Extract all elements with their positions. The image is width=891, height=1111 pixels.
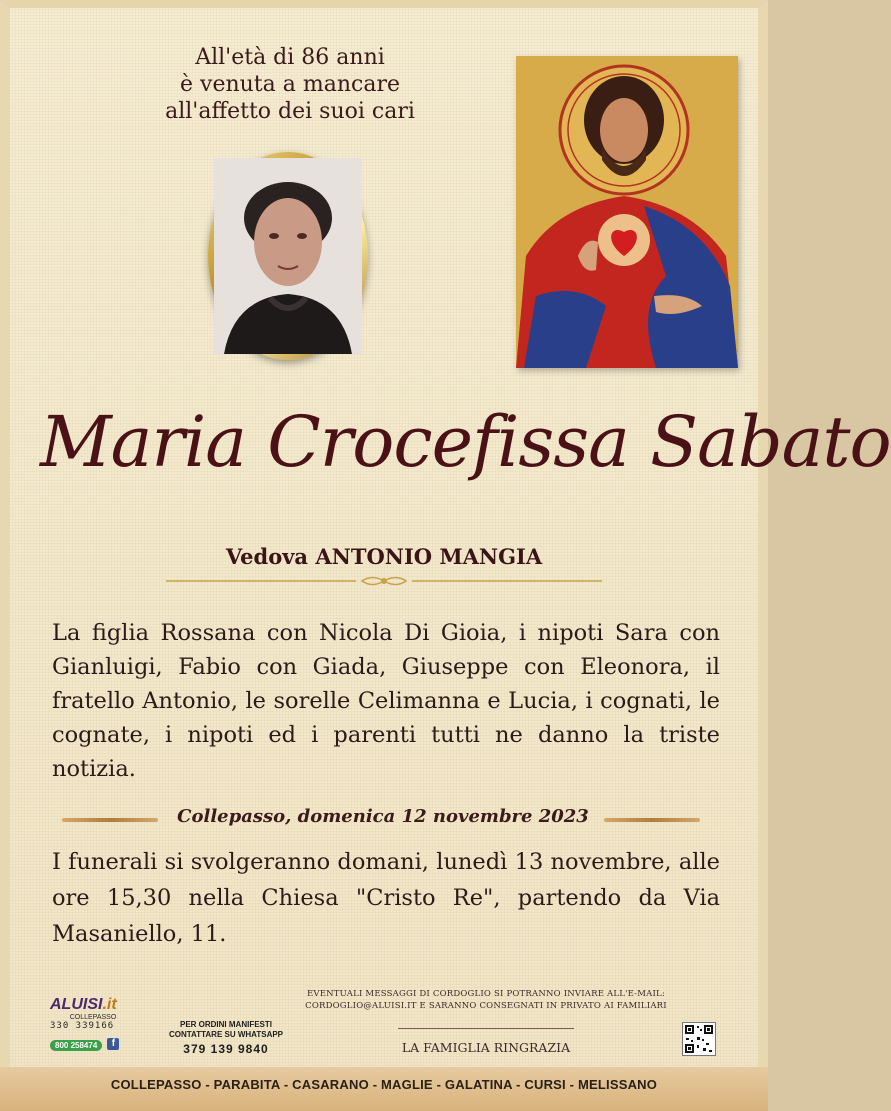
logo-town: COLLEPASSO — [69, 1014, 117, 1021]
logo-contacts — [50, 1033, 146, 1052]
towns-bar — [0, 1067, 768, 1111]
widow-of: Vedova ANTONIO MANGIA — [225, 544, 543, 569]
footer-divider — [398, 1028, 574, 1029]
intro-line-1: All'età di 86 anni — [195, 45, 385, 70]
footer — [0, 978, 768, 1066]
logo-phone: 330 339166 — [50, 1021, 115, 1031]
company-logo — [50, 996, 146, 1052]
orders-line-2: CONTATTARE SU WHATSAPP — [168, 1030, 284, 1039]
condolence-info — [296, 988, 676, 1012]
family-thanks: LA FAMIGLIA RINGRAZIA — [401, 1040, 571, 1055]
portrait-image — [214, 158, 362, 354]
dateline-rule-left — [62, 818, 158, 822]
condolence-line-2: CORDOGLIO@ALUISI.IT E SARANNO CONSEGNATI IN PRIVATO AI FAMILIARI — [305, 1001, 667, 1011]
deceased-portrait — [214, 158, 362, 354]
funeral-text: I funerali si svolgeranno domani, lunedì 13 novembre, alle ore 15,30 nella Chiesa "Cristo Re", partendo da Via Masaniello, 11. — [52, 849, 720, 947]
whatsapp-number: 379 139 9840 — [183, 1042, 269, 1056]
condolence-line-1: EVENTUALI MESSAGGI DI CORDOGLIO SI POTRANNO INVIARE ALL'E-MAIL: — [307, 989, 665, 999]
logo-brand-name: ALUISI — [50, 996, 103, 1013]
logo-brand-suffix: .it — [102, 996, 117, 1013]
facebook-icon[interactable]: f — [107, 1038, 119, 1050]
logo-brand — [50, 996, 146, 1014]
dateline-rule-right — [604, 818, 700, 822]
dateline: Collepasso, domenica 12 novembre 2023 — [177, 806, 589, 827]
intro-line-3: all'affetto dei suoi cari — [165, 99, 415, 124]
qr-code-icon[interactable] — [682, 1022, 716, 1056]
deceased-portrait-frame — [208, 152, 368, 360]
sacred-heart-icon — [516, 56, 738, 368]
towns-list: COLLEPASSO - PARABITA - CASARANO - MAGLIE - GALATINA - CURSI - MELISSANO — [110, 1077, 658, 1092]
intro-text — [120, 44, 460, 125]
green-number: 800 258474 — [50, 1040, 102, 1051]
intro-line-2: è venuta a mancare — [180, 72, 400, 97]
announcement-text: La figlia Rossana con Nicola Di Gioia, i nipoti Sara con Gianluigi, Fabio con Giada, Giuseppe con Eleonora, il fratello Antonio, le sorelle Celimanna e Lucia, i cognati, le cognate, i nipoti ed i parenti tutti ne danno la triste notizia. — [52, 620, 720, 782]
ornamental-divider — [166, 574, 602, 588]
sacred-heart-image — [516, 56, 738, 368]
orders-info — [158, 1020, 294, 1056]
deceased-name: Maria Crocefissa Sabato — [40, 401, 891, 483]
orders-line-1: PER ORDINI MANIFESTI — [179, 1020, 272, 1029]
